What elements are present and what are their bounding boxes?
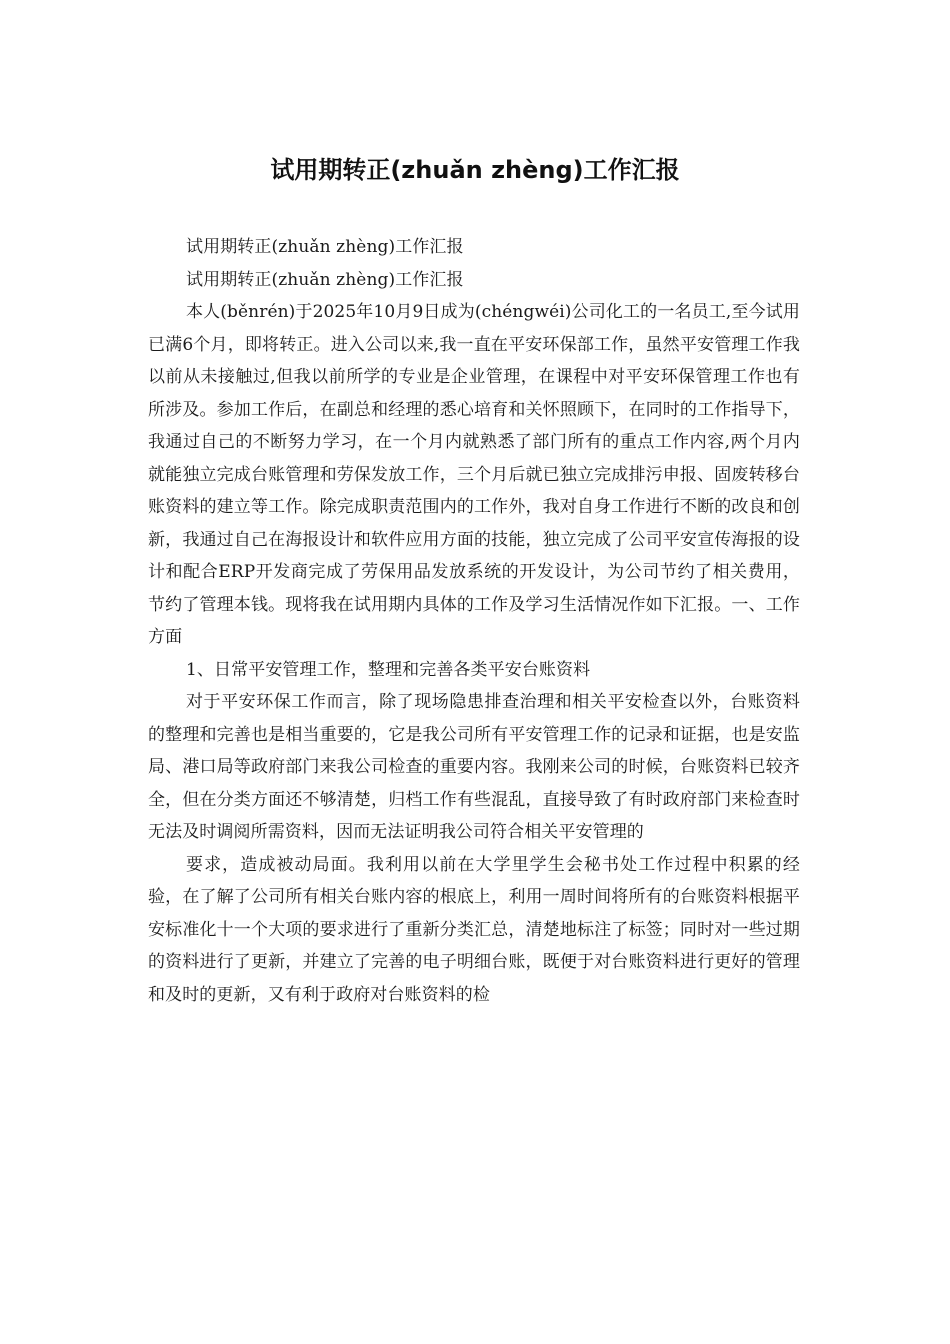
paragraph-1: 试用期转正(zhuǎn zhèng)工作汇报 [186, 237, 464, 257]
paragraph-6: 要求，造成被动局面。我利用以前在大学里学生会秘书处工作过程中积累的经验，在了解了公司所有相关台账内容的根底上，利用一周时间将所有的台账资料根据平安标准化十一个大项的要求进行了重新分类汇总，清楚地标注了标签；同时对一些过期的资料进行了更新，并建立了完善的电子明细台账，既便于对台账资料进行更好的管理和及时的更新，又有利于政府对台账资料的检 [148, 854, 800, 1005]
paragraph-3: 本人(běnrén)于2025年10月9日成为(chéngwéi)公司化工的一名员工,至今试用已满6个月，即将转正。进入公司以来,我一直在平安环保部工作，虽然平安管理工作我以前从未接触过,但我以前所学的专业是企业管理，在课程中对平安环保管理工作也有所涉及。参加工作后，在副总和经理的悉心培育和关怀照顾下，在同时的工作指导下，我通过自己的不断努力学习，在一个月内就熟悉了部门所有的重点工作内容,两个月内就能独立完成台账管理和劳保发放工作，三个月后就已独立完成排污申报、固废转移台账资料的建立等工作。除完成职责范围内的工作外，我对自身工作进行不断的改良和创新，我通过自己在海报设计和软件应用方面的技能，独立完成了公司平安宣传海报的设计和配合ERP开发商完成了劳保用品发放系统的开发设计，为公司节约了相关费用，节约了管理本钱。现将我在试用期内具体的工作及学习生活情况作如下汇报。一、工作方面 [148, 302, 800, 647]
paragraph-4: 1、日常平安管理工作，整理和完善各类平安台账资料 [186, 659, 591, 680]
document-title: 试用期转正(zhuǎn zhèng)工作汇报 [270, 156, 680, 184]
paragraph-5: 对于平安环保工作而言，除了现场隐患排查治理和相关平安检查以外，台账资料的整理和完善也是相当重要的，它是我公司所有平安管理工作的记录和证据，也是安监局、港口局等政府部门来我公司检查的重要内容。我刚来公司的时候，台账资料已较齐全，但在分类方面还不够清楚，归档工作有些混乱，直接导致了有时政府部门来检查时无法及时调阅所需资料，因而无法证明我公司符合相关平安管理的 [148, 692, 800, 842]
document-body [148, 231, 800, 1011]
paragraph-2: 试用期转正(zhuǎn zhèng)工作汇报 [186, 269, 464, 290]
